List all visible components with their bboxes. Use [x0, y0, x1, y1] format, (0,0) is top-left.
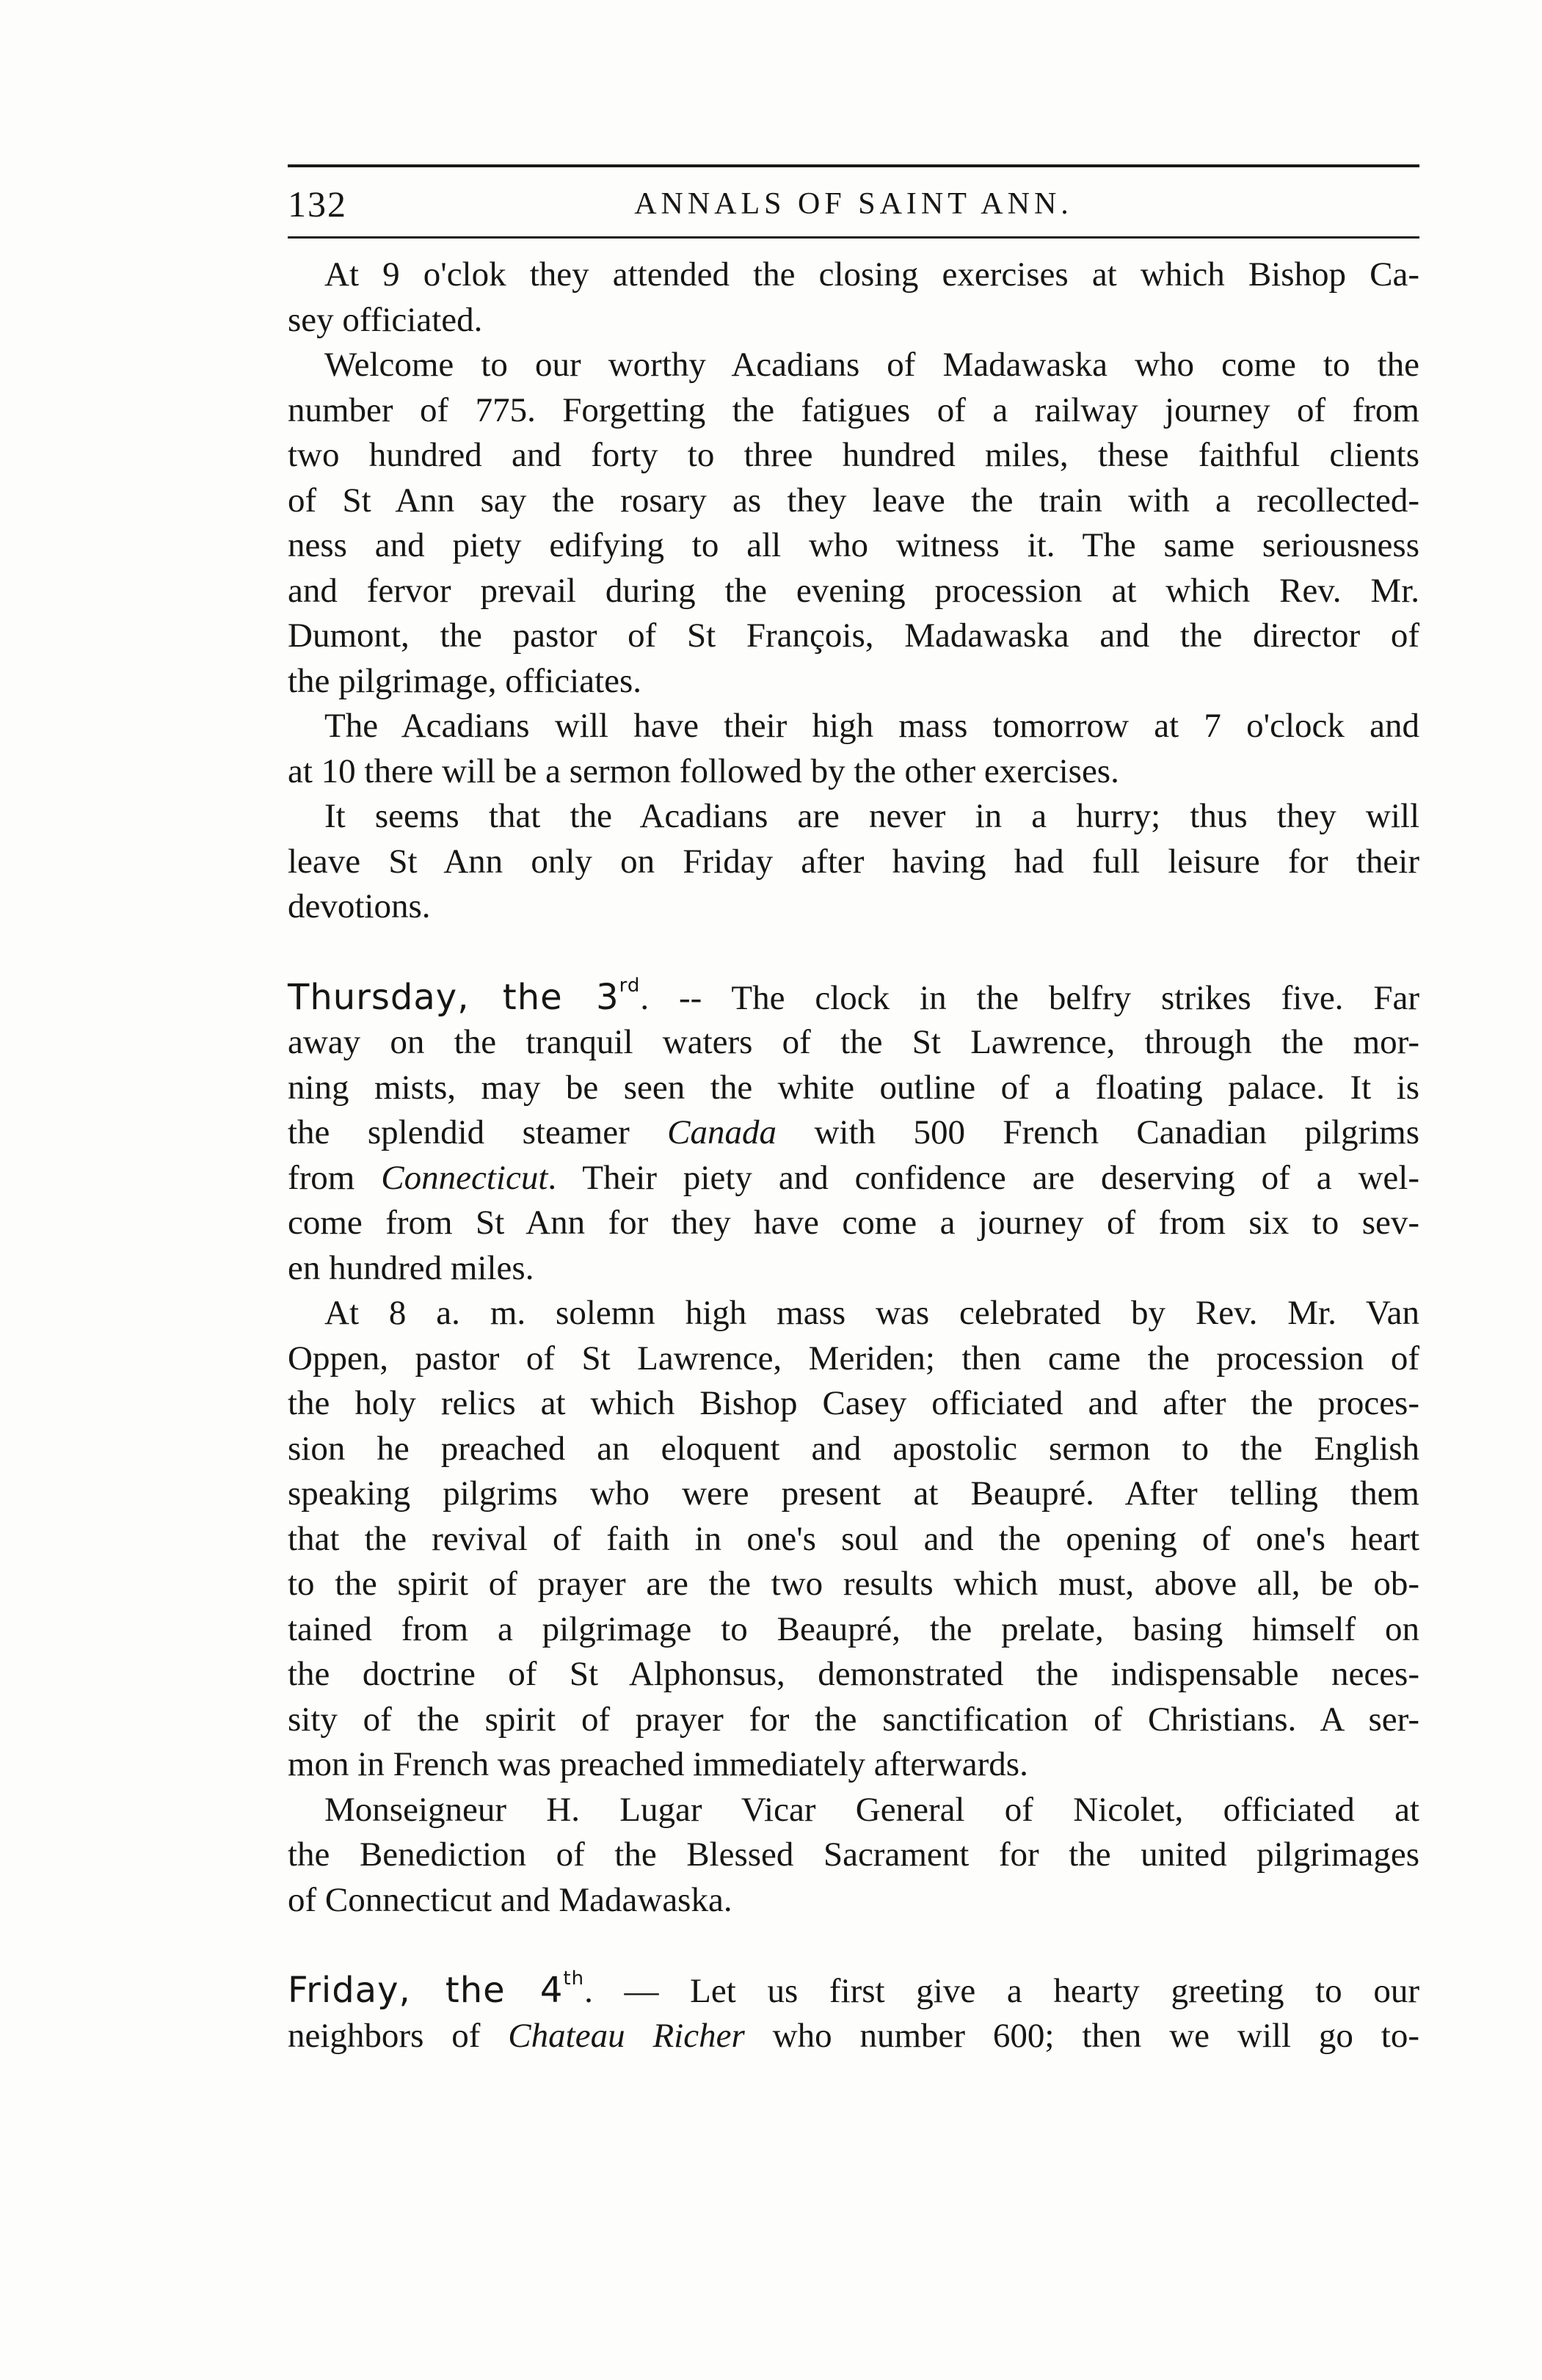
day-heading-friday: Friday, the 4th — [288, 1968, 585, 2011]
text-line: ning mists, may be seen the white outline of a floating palace. It is — [288, 1068, 1419, 1107]
text-line: leave St Ann only on Friday after having had full leisure for their — [288, 842, 1419, 881]
page-number: 132 — [288, 183, 347, 225]
text-line: It seems that the Acadians are never in a hurry; thus they will — [324, 797, 1419, 835]
paragraph-closing-exercises — [288, 252, 1419, 343]
text-line: mon in French was preached immediately afterwards. — [288, 1745, 1028, 1783]
text-line: tained from a pilgrimage to Beaupré, the prelate, basing himself on — [288, 1609, 1419, 1648]
text-line: the doctrine of St Alphonsus, demonstrated the indispensable neces- — [288, 1655, 1419, 1693]
text-line: at 10 there will be a sermon followed by the other exercises. — [288, 752, 1119, 790]
text-line: to the spirit of prayer are the two results which must, above all, be ob- — [288, 1565, 1419, 1603]
text-line: sion he preached an eloquent and apostolic sermon to the English — [288, 1429, 1419, 1468]
section-gap — [288, 1923, 1419, 1968]
paragraph-benediction — [288, 1788, 1419, 1924]
paragraph-welcome-acadians — [288, 343, 1419, 704]
text-line: the splendid steamer Canada with 500 French Canadian pilgrims — [288, 1113, 1420, 1151]
text-line: that the revival of faith in one's soul and the opening of one's heart — [288, 1519, 1419, 1558]
header-bottom-rule — [288, 236, 1419, 239]
day-heading-thursday: Thursday, the 3rd — [288, 974, 641, 1018]
text-line: neighbors of Chateau Richer who number 600; then we will go to- — [288, 2016, 1419, 2055]
text-line: devotions. — [288, 887, 431, 925]
text-line: Dumont, the pastor of St François, Madawaska and the director of — [288, 616, 1419, 655]
place-name: Chateau Richer — [508, 2016, 745, 2055]
header-top-rule — [288, 164, 1419, 167]
paragraph-high-mass — [288, 704, 1419, 794]
section-thursday — [288, 975, 1419, 1924]
text-line: Oppen, pastor of St Lawrence, Meriden; then came the procession of — [288, 1339, 1419, 1378]
text-line: and fervor prevail during the evening procession at which Rev. Mr. — [288, 571, 1419, 610]
section-friday — [288, 1968, 1419, 2059]
text-line: ness and piety edifying to all who witness it. The same seriousness — [288, 526, 1419, 564]
text-line: speaking pilgrims who were present at Beaupré. After telling them — [288, 1474, 1419, 1513]
text-line: Monseigneur H. Lugar Vicar General of Nicolet, officiated at — [324, 1790, 1419, 1829]
text-line: from Connecticut. Their piety and confidence are deserving of a wel- — [288, 1158, 1419, 1197]
text-line: At 8 a. m. solemn high mass was celebrated by Rev. Mr. Van — [324, 1294, 1419, 1332]
place-name: Connecticut — [381, 1158, 548, 1197]
text-line: Friday, the 4th. — Let us first give a hearty greeting to our — [288, 1968, 1419, 2011]
running-head — [288, 175, 1419, 233]
text-line: away on the tranquil waters of the St Lawrence, through the mor- — [288, 1023, 1419, 1061]
text-line: sity of the spirit of prayer for the sanctification of Christians. A ser- — [288, 1700, 1419, 1739]
text-line: of St Ann say the rosary as they leave the train with a recollected- — [288, 481, 1419, 520]
page-body — [288, 252, 1419, 2059]
running-title: ANNALS OF SAINT ANN. — [634, 187, 1073, 221]
text-line: The Acadians will have their high mass tomorrow at 7 o'clock and — [324, 707, 1419, 745]
text-line: of Connecticut and Madawaska. — [288, 1880, 732, 1919]
text-line: Thursday, the 3rd. -- The clock in the belfry strikes five. Far — [288, 974, 1420, 1018]
text-line: come from St Ann for they have come a journey of from six to sev- — [288, 1204, 1419, 1242]
text-line: two hundred and forty to three hundred miles, these faithful clients — [288, 436, 1419, 474]
text-line: en hundred miles. — [288, 1248, 534, 1287]
text-line: the Benediction of the Blessed Sacrament for the united pilgrimages — [288, 1835, 1419, 1874]
text-line: Welcome to our worthy Acadians of Madawaska who come to the — [324, 346, 1419, 384]
section-gap — [288, 930, 1419, 975]
paragraph-solemn-mass — [288, 1291, 1419, 1788]
steamer-name: Canada — [667, 1113, 777, 1151]
text-line: sey officiated. — [288, 300, 483, 339]
text-line: the pilgrimage, officiates. — [288, 661, 642, 700]
text-line: number of 775. Forgetting the fatigues of a railway journey of from — [288, 390, 1419, 429]
paragraph-never-in-hurry — [288, 794, 1419, 930]
text-line: the holy relics at which Bishop Casey officiated and after the proces- — [288, 1384, 1419, 1422]
text-line: At 9 o'clok they attended the closing exercises at which Bishop Ca- — [324, 255, 1419, 294]
